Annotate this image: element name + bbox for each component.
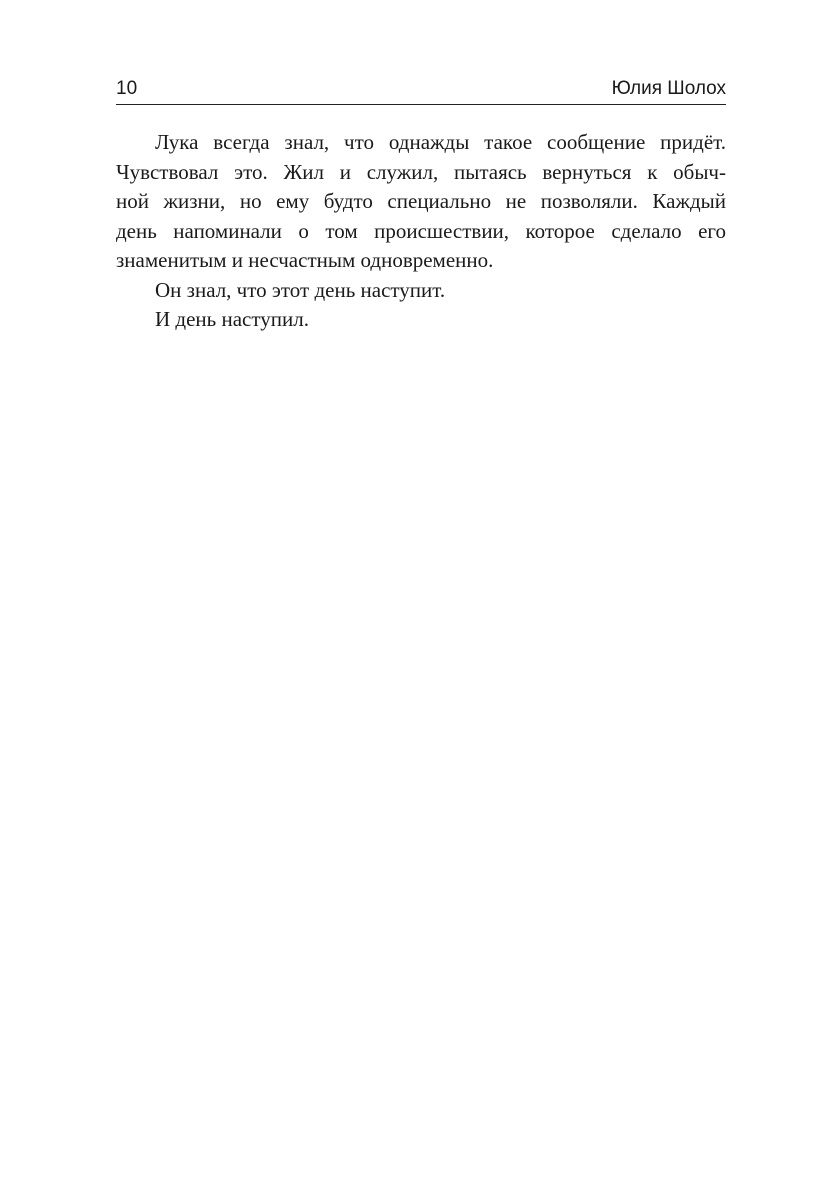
author-name: Юлия Шолох: [611, 78, 726, 99]
text-line: И день наступил.: [155, 307, 309, 331]
text-line: Лука всегда знал, что однажды такое сообщение придёт.: [155, 130, 726, 154]
page-number: 10: [116, 78, 138, 99]
text-line: день напоминали о том происшествии, которое сделало его: [116, 218, 726, 243]
body-text: [116, 128, 726, 335]
text-line: Чувствовал это. Жил и служил, пытаясь вернуться к обыч-: [116, 159, 726, 184]
running-head: [116, 76, 726, 105]
text-line: знаменитым и несчастным одновременно.: [116, 248, 494, 272]
paragraph: [116, 305, 726, 335]
paragraph: [116, 276, 726, 306]
paragraph: [116, 128, 726, 276]
text-line: ной жизни, но ему будто специально не позволяли. Каждый: [116, 189, 726, 213]
text-line: Он знал, что этот день наступит.: [155, 277, 446, 302]
